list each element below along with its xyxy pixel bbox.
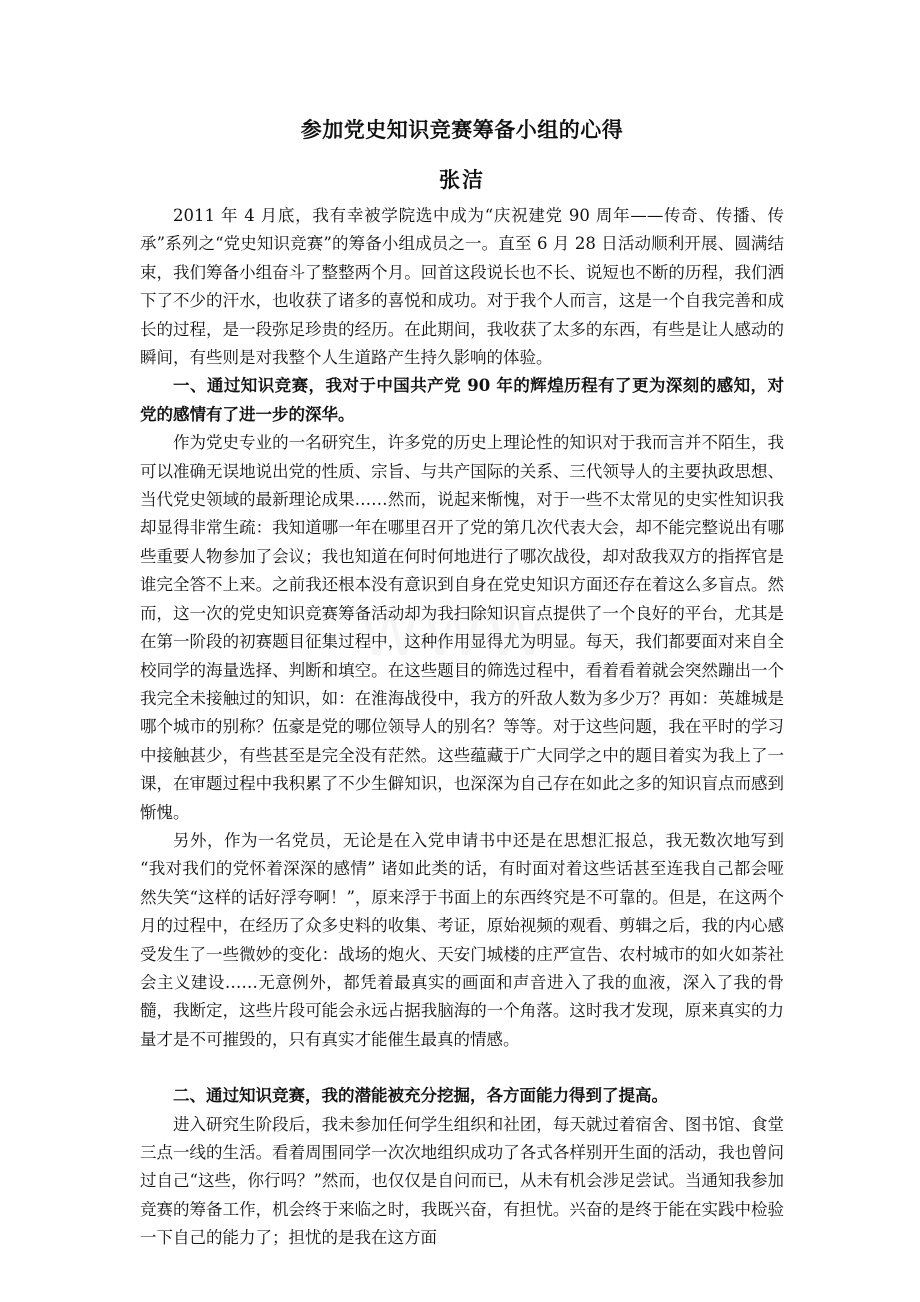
paragraph-section1-body-2: 另外，作为一名党员，无论是在入党申请书中还是在思想汇报总，我无数次地写到 “我对我们的党怀着深深的感情” 诸如此类的话，有时面对着这些话甚至连我自己都会哑然失笑“这样的话好浮夸啊！”，原来浮于书面上的东西终究是不可靠的。但是，在这两个月的过程中，在经历了众多史料的收集、考证，原始视频的观看、剪辑之后，我的内心感受发生了一些微妙的变化：战场的炮火、天安门城楼的庄严宣告、农村城市的如火如荼社会主义建设……无意例外，都凭着最真实的画面和声音进入了我的血液，深入了我的骨髓，我断定，这些片段可能会永远占据我脑海的一个角落。这时我才发现，原来真实的力量才是不可摧毁的，只有真实才能催生最真的情感。 [140,830,784,1049]
section-heading-1: 一、通过知识竞赛，我对于中国共产党 90 年的辉煌历程有了更为深刻的感知，对党的感情有了进一步的深华。 [140,376,784,424]
paragraph-intro: 2011 年 4 月底，我有幸被学院选中成为“庆祝建党 90 周年——传奇、传播、传承”系列之“党史知识竞赛”的筹备小组成员之一。直至 6 月 28 日活动顺利开展、圆满结束，我们筹备小组奋斗了整整两个月。回首这段说长也不长、说短也不断的历程，我们洒下了不少的汗水，也收获了诸多的喜悦和成功。对于我个人而言，这是一个自我完善和成长的过程，是一段弥足珍贵的经历。在此期间，我收获了太多的东西，有些是让人感动的瞬间，有些则是对我整个人生道路产生持久影响的体验。 [140,206,784,368]
document-page [140,116,784,1253]
paragraph-section2-body: 进入研究生阶段后，我未参加任何学生组织和社团，每天就过着宿舍、图书馆、食堂三点一线的生活。看着周围同学一次次地组织成功了各式各样别开生面的活动，我也曾问过自己“这些，你行吗？”然而，也仅仅是自问而已，从未有机会涉足尝试。当通知我参加竞赛的筹备工作，机会终于来临之时，我既兴奋，有担忧。兴奋的是终于能在实践中检验一下自己的能力了；担忧的是我在这方面 [140,1114,784,1248]
paragraph-section1-body: 作为党史专业的一名研究生，许多党的历史上理论性的知识对于我而言并不陌生，我可以准确无误地说出党的性质、宗旨、与共产国际的关系、三代领导人的主要执政思想、当代党史领域的最新理论成果……然而，说起来惭愧，对于一些不太常见的史实性知识我却显得非常生疏：我知道哪一年在哪里召开了党的第几次代表大会，却不能完整说出有哪些重要人物参加了会议；我也知道在何时何地进行了哪次战役，却对敌我双方的指挥官是谁完全答不上来。之前我还根本没有意识到自身在党史知识方面还存在着这么多盲点。然而，这一次的党史知识竞赛筹备活动却为我扫除知识盲点提供了一个良好的平台，尤其是在第一阶段的初赛题目征集过程中，这种作用显得尤为明显。每天，我们都要面对来自全校同学的海量选择、判断和填空。在这些题目的筛选过程中，看着看着就会突然蹦出一个我完全未接触过的知识，如：在淮海战役中，我方的歼敌人数为多少万？再如：英雄城是哪个城市的别称？伍豪是党的哪位领导人的别名？等等。对于这些问题，我在平时的学习中接触甚少，有些甚至是完全没有茫然。这些蕴藏于广大同学之中的题目着实为我上了一课，在审题过程中我积累了不少生僻知识，也深深为自己存在如此之多的知识盲点而感到惭愧。 [140,433,784,822]
blank-line [140,1054,784,1082]
document-author: 张洁 [439,168,485,192]
section-heading-2: 二、通过知识竞赛，我的潜能被充分挖掘，各方面能力得到了提高。 [173,1086,668,1106]
document-title: 参加党史知识竞赛筹备小组的心得 [300,118,624,142]
